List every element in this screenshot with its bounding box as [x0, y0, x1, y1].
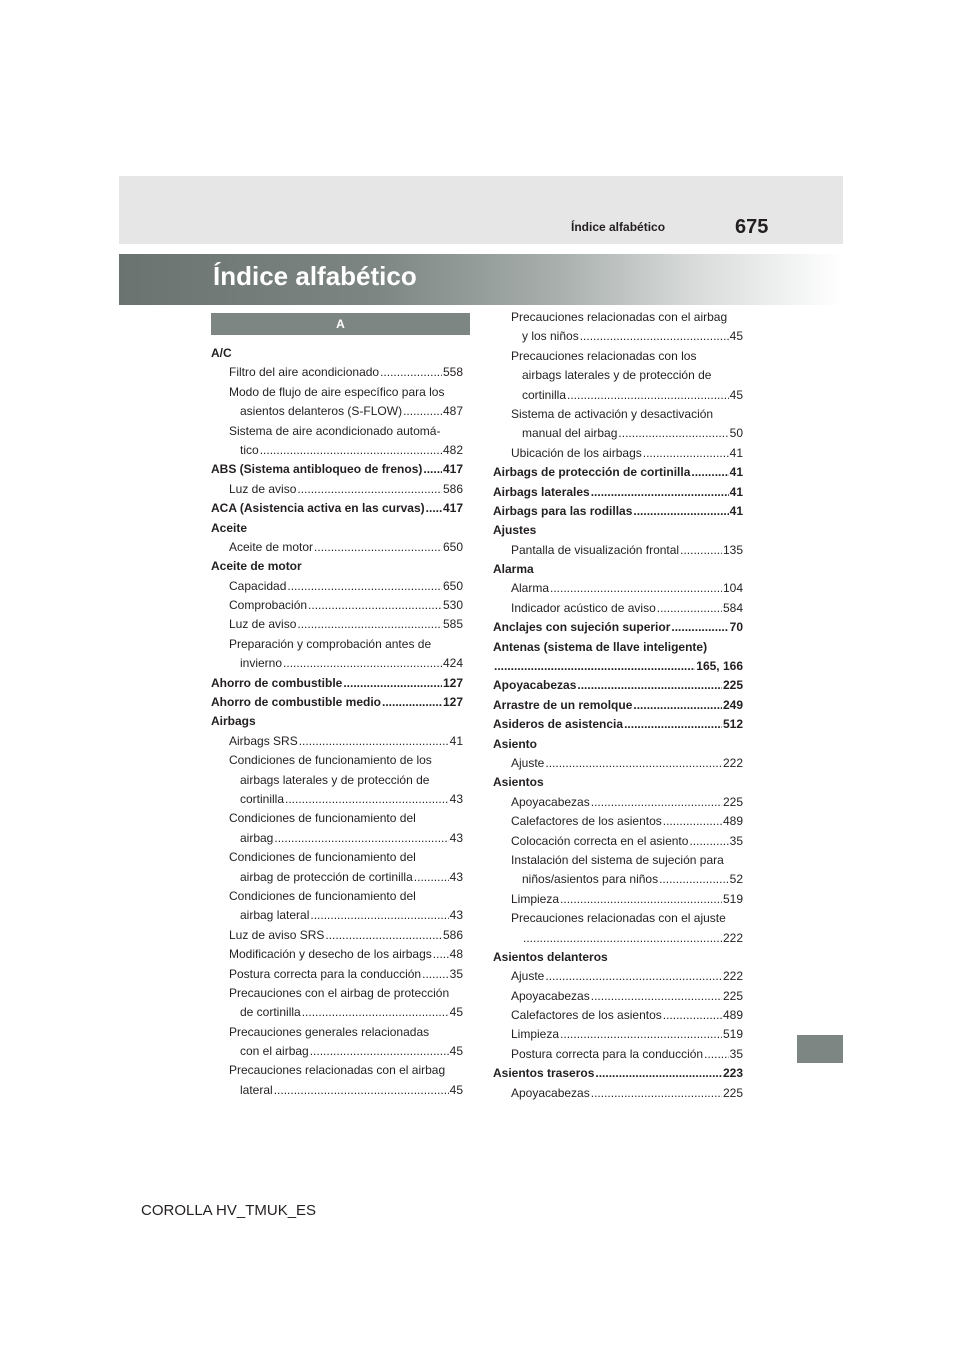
- index-entry: [493, 599, 743, 618]
- index-page-ref: 222: [722, 930, 743, 945]
- index-entry-text: Anclajes con sujeción superior: [493, 620, 671, 635]
- index-entry-text: Instalación del sistema de sujeción para: [511, 852, 724, 867]
- index-entry-text: Alarma: [511, 581, 550, 596]
- index-page-ref: 424: [442, 656, 463, 671]
- index-entry-text: Postura correcta para la conducción: [511, 1046, 704, 1061]
- index-entry: [493, 987, 743, 1006]
- dot-leader: [297, 615, 442, 634]
- index-entry: [211, 1061, 463, 1080]
- index-entry-text: Sistema de activación y desactivación: [511, 406, 714, 421]
- index-page-ref: 43: [449, 869, 463, 884]
- dot-leader: [633, 502, 728, 521]
- index-entry-text: Alarma: [493, 562, 534, 577]
- index-entry-text: Comprobación: [229, 598, 308, 613]
- index-page-ref: 519: [722, 1027, 743, 1042]
- index-entry: [493, 444, 743, 463]
- index-entry-text: Ahorro de combustible: [211, 675, 343, 690]
- index-entry: [493, 967, 743, 986]
- index-entry-text: airbags laterales y de protección de: [522, 368, 712, 383]
- index-page-ref: 45: [729, 387, 743, 402]
- footer-model-code: COROLLA HV_TMUK_ES: [141, 1202, 317, 1219]
- dot-leader: [591, 793, 722, 812]
- dot-leader: [314, 538, 442, 557]
- index-entry-text: Ubicación de los airbags: [511, 445, 642, 460]
- index-entry: [211, 344, 463, 363]
- dot-leader: [591, 483, 729, 502]
- index-entry: [493, 638, 743, 657]
- index-page-ref: 35: [729, 1046, 743, 1061]
- index-entry-text: asientos delanteros (S-FLOW): [240, 404, 403, 419]
- index-entry: [211, 809, 463, 828]
- dot-leader: [287, 577, 442, 596]
- index-page-ref: 127: [442, 675, 463, 690]
- index-entry-text: Calefactores de los asientos: [511, 814, 662, 829]
- index-entry: [493, 1064, 743, 1083]
- index-page-ref: 222: [722, 969, 743, 984]
- index-entry-text: Luz de aviso: [229, 481, 297, 496]
- index-entry: [493, 424, 743, 443]
- index-entry: [493, 560, 743, 579]
- dot-leader: [689, 832, 728, 851]
- index-entry: [493, 715, 743, 734]
- index-entry-text: Modificación y desecho de los airbags: [229, 947, 432, 962]
- index-entry-text: Sistema de aire acondicionado automá-: [229, 423, 441, 438]
- index-entry: [211, 1042, 463, 1061]
- index-entry-text: Condiciones de funcionamiento del: [229, 850, 416, 865]
- dot-leader: [545, 967, 722, 986]
- index-page-ref: 650: [442, 539, 463, 554]
- index-page-ref: 512: [722, 717, 743, 732]
- index-entry: [211, 1081, 463, 1100]
- index-page-ref: 48: [449, 947, 463, 962]
- index-page-ref: 584: [722, 600, 743, 615]
- index-entry-text: airbags laterales y de protección de: [240, 772, 430, 787]
- dot-leader: [325, 926, 442, 945]
- index-entry: [211, 926, 463, 945]
- index-entry-text: Precauciones relacionadas con los: [511, 348, 697, 363]
- index-entry: [493, 948, 743, 967]
- dot-leader: [591, 987, 722, 1006]
- index-entry-text: Luz de aviso: [229, 617, 297, 632]
- dot-leader: [704, 1045, 729, 1064]
- dot-leader: [550, 579, 722, 598]
- index-entry: [493, 773, 743, 792]
- index-entry: [493, 327, 743, 346]
- index-column-right: [493, 308, 743, 1103]
- index-entry: [493, 366, 743, 385]
- index-entry-text: Limpieza: [511, 891, 560, 906]
- dot-leader: [382, 693, 442, 712]
- dot-leader: [560, 1025, 722, 1044]
- dot-leader: [414, 868, 449, 887]
- index-entry: [211, 383, 463, 402]
- index-entry: [493, 1006, 743, 1025]
- index-entry-text: Airbags de protección de cortinilla: [493, 465, 691, 480]
- dot-leader: [494, 657, 695, 676]
- index-entry-text: Condiciones de funcionamiento del: [229, 811, 416, 826]
- index-entry: [211, 635, 463, 654]
- index-entry: [493, 832, 743, 851]
- index-entry-text: Precauciones relacionadas con el airbag: [229, 1063, 446, 1078]
- index-entry-text: Airbags: [211, 714, 256, 729]
- dot-leader: [657, 599, 722, 618]
- index-page-ref: 52: [729, 872, 743, 887]
- index-page-ref: 45: [729, 329, 743, 344]
- index-entry-text: Aceite de motor: [211, 559, 302, 574]
- index-entry-text: Aceite: [211, 520, 248, 535]
- index-entry: [211, 1003, 463, 1022]
- index-entry: [211, 363, 463, 382]
- index-entry: [493, 812, 743, 831]
- index-entry: [493, 929, 743, 948]
- index-entry: [211, 557, 463, 576]
- dot-leader: [691, 463, 728, 482]
- dot-leader: [283, 654, 442, 673]
- index-page-ref: 650: [442, 578, 463, 593]
- index-entry-text: Precauciones generales relacionadas: [229, 1024, 430, 1039]
- dot-leader: [380, 363, 442, 382]
- index-entry: [211, 596, 463, 615]
- dot-leader: [274, 829, 448, 848]
- index-entry-text: Pantalla de visualización frontal: [511, 542, 680, 557]
- index-page-ref: 43: [449, 791, 463, 806]
- index-entry-text: Capacidad: [229, 578, 287, 593]
- index-entry: [211, 790, 463, 809]
- index-entry: [493, 521, 743, 540]
- index-entry-text: airbag de protección de cortinilla: [240, 869, 413, 884]
- index-entry: [211, 577, 463, 596]
- index-entry: [211, 887, 463, 906]
- index-page-ref: 70: [729, 620, 743, 635]
- index-entry: [211, 538, 463, 557]
- index-page-ref: 104: [722, 581, 743, 596]
- index-page-ref: 41: [729, 445, 743, 460]
- running-header: Índice alfabético: [571, 220, 666, 234]
- index-entry-text: Filtro del aire acondicionado: [229, 365, 380, 380]
- index-entry-text: Airbags SRS: [229, 733, 298, 748]
- index-entry: [211, 906, 463, 925]
- index-entry-text: Colocación correcta en el asiento: [511, 833, 689, 848]
- index-page-ref: 417: [442, 462, 463, 477]
- index-entry: [493, 483, 743, 502]
- index-page-ref: 558: [442, 365, 463, 380]
- index-entry-text: Arrastre de un remolque: [493, 697, 633, 712]
- index-entry: [493, 579, 743, 598]
- index-page-ref: 165, 166: [696, 659, 743, 674]
- index-entry-text: tico: [240, 442, 259, 457]
- index-entry-text: Asientos traseros: [493, 1066, 595, 1081]
- index-entry-text: Precauciones relacionadas con el ajuste: [511, 911, 726, 926]
- index-entry: [211, 674, 463, 693]
- index-entry-text: Ajustes: [493, 523, 537, 538]
- index-entry: [493, 308, 743, 327]
- index-entry: [211, 654, 463, 673]
- index-entry: [211, 945, 463, 964]
- index-entry: [211, 480, 463, 499]
- index-page-ref: 585: [442, 617, 463, 632]
- index-page-ref: 225: [722, 1085, 743, 1100]
- index-entry-text: airbag: [240, 830, 274, 845]
- index-entry: [493, 870, 743, 889]
- index-entry: [493, 735, 743, 754]
- index-page-ref: 50: [729, 426, 743, 441]
- index-entry: [211, 615, 463, 634]
- index-page-ref: 222: [722, 755, 743, 770]
- section-letter-header: A: [211, 313, 470, 335]
- index-page-ref: 43: [449, 830, 463, 845]
- index-entry-text: Postura correcta para la conducción: [229, 966, 422, 981]
- index-entry-text: Aceite de motor: [229, 539, 314, 554]
- index-entry-text: Apoyacabezas: [511, 1085, 590, 1100]
- index-entry: [211, 712, 463, 731]
- dot-leader: [663, 1006, 722, 1025]
- index-entry-text: Luz de aviso SRS: [229, 927, 325, 942]
- index-column-left: [211, 344, 463, 1100]
- index-entry: [211, 460, 463, 479]
- index-entry: [493, 657, 743, 676]
- index-page-ref: 487: [442, 404, 463, 419]
- index-entry-text: Modo de flujo de aire específico para los: [229, 384, 445, 399]
- index-entry-text: Asientos: [493, 775, 544, 790]
- dot-leader: [663, 812, 722, 831]
- index-entry: [211, 848, 463, 867]
- index-entry-text: y los niños: [522, 329, 579, 344]
- index-page-ref: 43: [449, 908, 463, 923]
- dot-leader: [403, 402, 442, 421]
- dot-leader: [659, 870, 729, 889]
- index-page-ref: 586: [442, 481, 463, 496]
- index-entry: [211, 984, 463, 1003]
- index-entry-text: Limpieza: [511, 1027, 560, 1042]
- index-page-ref: 45: [449, 1044, 463, 1059]
- index-entry: [211, 771, 463, 790]
- index-entry: [493, 618, 743, 637]
- index-entry: [211, 693, 463, 712]
- dot-leader: [308, 596, 442, 615]
- index-entry-text: Antenas (sistema de llave inteligente): [493, 639, 708, 654]
- dot-leader: [310, 906, 448, 925]
- index-entry-text: niños/asientos para niños: [522, 872, 659, 887]
- index-entry-text: de cortinilla: [240, 1005, 301, 1020]
- page-number: 675: [735, 216, 769, 238]
- index-entry-text: Apoyacabezas: [511, 794, 590, 809]
- dot-leader: [671, 618, 728, 637]
- index-entry-text: ACA (Asistencia activa en las curvas): [211, 501, 425, 516]
- index-entry: [211, 868, 463, 887]
- index-entry-text: Asiento: [493, 736, 538, 751]
- index-entry: [211, 732, 463, 751]
- index-entry-text: Indicador acústico de aviso: [511, 600, 656, 615]
- dot-leader: [260, 441, 442, 460]
- dot-leader: [310, 1042, 449, 1061]
- index-page-ref: 127: [442, 695, 463, 710]
- index-entry-text: Asientos delanteros: [493, 949, 608, 964]
- index-entry: [211, 441, 463, 460]
- index-entry: [211, 519, 463, 538]
- dot-leader: [523, 929, 722, 948]
- index-page-ref: 519: [722, 891, 743, 906]
- dot-leader: [343, 674, 442, 693]
- index-page-ref: 41: [449, 733, 463, 748]
- index-entry-text: airbag lateral: [240, 908, 310, 923]
- index-page-ref: 135: [722, 542, 743, 557]
- index-entry: [493, 909, 743, 928]
- index-page-ref: 35: [449, 966, 463, 981]
- dot-leader: [426, 499, 442, 518]
- index-page-ref: 489: [722, 814, 743, 829]
- index-entry: [211, 402, 463, 421]
- index-entry: [493, 851, 743, 870]
- dot-leader: [618, 424, 728, 443]
- index-entry: [211, 1023, 463, 1042]
- dot-leader: [302, 1003, 449, 1022]
- index-page-ref: 530: [442, 598, 463, 613]
- index-entry: [493, 754, 743, 773]
- index-entry-text: lateral: [240, 1082, 273, 1097]
- dot-leader: [422, 965, 449, 984]
- dot-leader: [567, 386, 729, 405]
- index-entry-text: Precauciones con el airbag de protección: [229, 985, 450, 1000]
- index-page-ref: 249: [722, 697, 743, 712]
- index-entry: [493, 676, 743, 695]
- index-entry-text: Ajuste: [511, 969, 545, 984]
- dot-leader: [595, 1064, 722, 1083]
- index-page-ref: 45: [449, 1082, 463, 1097]
- index-entry-text: Airbags para las rodillas: [493, 503, 633, 518]
- index-entry: [493, 463, 743, 482]
- dot-leader: [624, 715, 722, 734]
- index-page-ref: 586: [442, 927, 463, 942]
- index-page-ref: 41: [729, 484, 743, 499]
- index-entry-text: cortinilla: [240, 791, 285, 806]
- index-entry-text: Condiciones de funcionamiento de los: [229, 753, 432, 768]
- index-page-ref: 45: [449, 1005, 463, 1020]
- dot-leader: [577, 676, 722, 695]
- index-entry: [493, 405, 743, 424]
- dot-leader: [285, 790, 449, 809]
- index-entry: [493, 502, 743, 521]
- chapter-tab: [797, 1035, 843, 1063]
- dot-leader: [680, 541, 722, 560]
- index-entry-text: Calefactores de los asientos: [511, 1008, 662, 1023]
- index-page-ref: 489: [722, 1008, 743, 1023]
- index-page-ref: 225: [722, 678, 743, 693]
- index-entry: [493, 696, 743, 715]
- index-page-ref: 41: [729, 503, 743, 518]
- dot-leader: [274, 1081, 449, 1100]
- index-page-ref: 482: [442, 442, 463, 457]
- index-page-ref: 225: [722, 988, 743, 1003]
- index-entry-text: con el airbag: [240, 1044, 309, 1059]
- dot-leader: [580, 327, 729, 346]
- index-entry: [493, 793, 743, 812]
- dot-leader: [591, 1084, 722, 1103]
- dot-leader: [423, 460, 442, 479]
- dot-leader: [545, 754, 722, 773]
- index-entry-text: Condiciones de funcionamiento del: [229, 888, 416, 903]
- index-page-ref: 35: [729, 833, 743, 848]
- index-entry: [493, 1084, 743, 1103]
- index-entry: [493, 386, 743, 405]
- index-entry: [211, 422, 463, 441]
- index-entry-text: ABS (Sistema antibloqueo de frenos): [211, 462, 423, 477]
- index-entry: [211, 751, 463, 770]
- index-entry: [211, 499, 463, 518]
- dot-leader: [643, 444, 729, 463]
- dot-leader: [633, 696, 722, 715]
- index-entry: [211, 829, 463, 848]
- dot-leader: [560, 890, 722, 909]
- index-entry-text: Ajuste: [511, 755, 545, 770]
- index-entry: [493, 890, 743, 909]
- dot-leader: [299, 732, 449, 751]
- dot-leader: [297, 480, 442, 499]
- index-entry-text: manual del airbag: [522, 426, 618, 441]
- index-page-ref: 417: [442, 501, 463, 516]
- index-entry: [493, 1045, 743, 1064]
- dot-leader: [433, 945, 449, 964]
- index-page-ref: 223: [722, 1066, 743, 1081]
- index-entry-text: Ahorro de combustible medio: [211, 695, 382, 710]
- index-page-ref: 41: [729, 465, 743, 480]
- index-entry-text: invierno: [240, 656, 283, 671]
- index-entry-text: Apoyacabezas: [511, 988, 590, 1003]
- index-entry-text: cortinilla: [522, 387, 567, 402]
- index-entry-text: Precauciones relacionadas con el airbag: [511, 310, 728, 324]
- index-entry-text: Asideros de asistencia: [493, 717, 624, 732]
- index-entry-text: A/C: [211, 346, 232, 360]
- index-entry-text: Preparación y comprobación antes de: [229, 636, 432, 651]
- index-entry: [493, 1025, 743, 1044]
- index-entry: [211, 965, 463, 984]
- index-entry-text: Apoyacabezas: [493, 678, 577, 693]
- index-page-ref: 225: [722, 794, 743, 809]
- page-title: Índice alfabético: [213, 261, 417, 291]
- index-entry: [493, 541, 743, 560]
- index-entry: [493, 347, 743, 366]
- index-entry-text: Airbags laterales: [493, 484, 590, 499]
